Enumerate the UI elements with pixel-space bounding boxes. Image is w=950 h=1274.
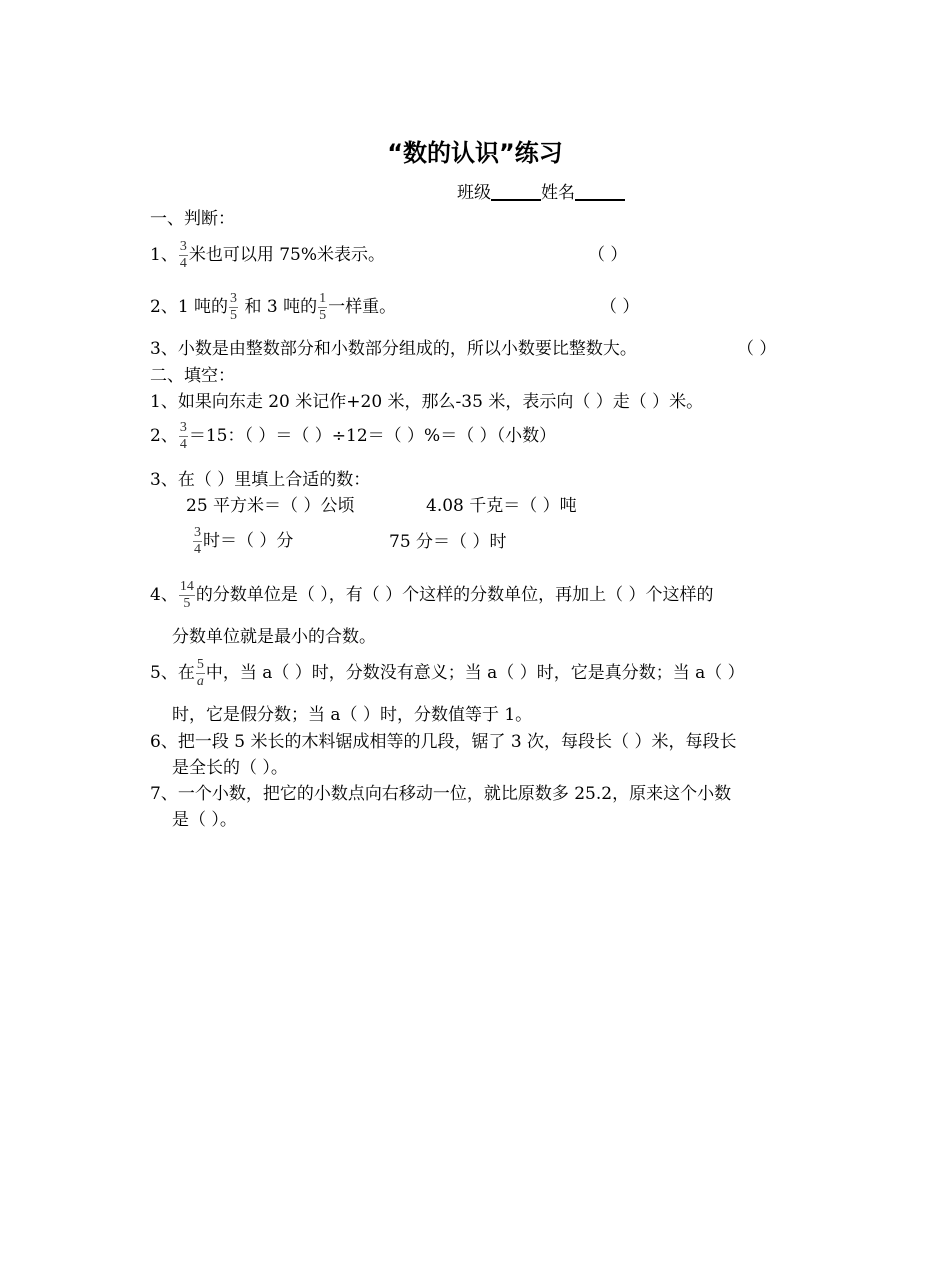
fill-q3-d: 75 分＝（ ）时 — [389, 532, 507, 552]
fill-q1: 1、如果向东走 20 米记作+20 米，那么-35 米，表示向（ ）走（ ）米。 — [150, 392, 704, 412]
q-text: 中，当 a（ ）时，分数没有意义；当 a（ ）时，它是真分数；当 a（ ） — [205, 663, 745, 683]
judge-q1 — [150, 237, 385, 273]
fill-q5 — [150, 653, 745, 693]
fill-q7-cont: 是（ ）。 — [172, 810, 237, 830]
judge-q3-paren[interactable]: （ ） — [737, 339, 777, 359]
section1-heading: 一、判断： — [150, 209, 235, 229]
denominator: 5 — [230, 308, 238, 323]
q-text: 和 3 吨的 — [239, 297, 318, 317]
denominator: 5 — [183, 596, 191, 611]
denominator: 4 — [179, 256, 187, 271]
q-text: 米也可以用 75%米表示。 — [188, 245, 386, 265]
fill-q4-cont: 分数单位就是最小的合数。 — [172, 627, 376, 647]
denominator: 5 — [319, 308, 327, 323]
fill-q6: 6、把一段 5 米长的木料锯成相等的几段，锯了 3 次，每段长（ ）米，每段长 — [150, 732, 737, 752]
numerator: 1 — [319, 291, 327, 306]
q-text: 一样重。 — [328, 297, 397, 317]
numerator: 3 — [230, 291, 238, 306]
fill-q6-cont: 是全长的（ ）。 — [172, 758, 288, 778]
fraction — [229, 291, 238, 324]
class-blank[interactable] — [491, 183, 541, 201]
judge-q3: 3、小数是由整数部分和小数部分组成的，所以小数要比整数大。 — [150, 339, 637, 359]
denominator: 4 — [179, 437, 187, 452]
class-name-line — [457, 182, 625, 204]
numerator: 3 — [179, 420, 187, 435]
numerator: 3 — [194, 525, 201, 540]
judge-q1-paren[interactable]: （ ） — [588, 245, 628, 265]
fill-q3: 3、在（ ）里填上合适的数： — [150, 470, 371, 490]
numerator: 5 — [196, 657, 204, 672]
q-text: 的分数单位是（ ），有（ ）个这样的分数单位，再加上（ ）个这样的 — [195, 585, 714, 605]
q-text: 时＝（ ）分 — [203, 531, 294, 551]
fill-q3-a: 25 平方米＝（ ）公顷 — [186, 496, 355, 516]
fill-q4 — [150, 575, 714, 615]
denominator: a — [196, 674, 204, 689]
class-label: 班级 — [457, 183, 491, 203]
q-text: 5、在 — [150, 663, 195, 683]
page-title: “数的认识”练习 — [387, 139, 563, 167]
denominator: 4 — [194, 542, 201, 557]
fraction — [318, 291, 327, 324]
judge-q2-paren[interactable]: （ ） — [600, 297, 640, 317]
numerator: 14 — [179, 579, 194, 594]
name-label: 姓名 — [541, 183, 575, 203]
fraction — [179, 579, 195, 612]
fraction — [179, 239, 188, 272]
q-text: ＝15：（ ）＝（ ）÷12＝（ ）%＝（ ）（小数） — [188, 426, 557, 446]
numerator: 3 — [179, 239, 187, 254]
judge-q2 — [150, 289, 396, 325]
q-number: 1、 — [150, 245, 178, 265]
fraction — [196, 657, 205, 690]
fill-q2 — [150, 418, 556, 454]
q-number: 4、 — [150, 585, 178, 605]
q-text: 2、1 吨的 — [150, 297, 229, 317]
fill-q3-b: 4.08 千克＝（ ）吨 — [426, 496, 577, 516]
fraction — [179, 420, 188, 453]
q-number: 2、 — [150, 426, 178, 446]
fill-q5-cont: 时，它是假分数；当 a（ ）时，分数值等于 1。 — [172, 705, 533, 725]
fraction — [193, 525, 202, 558]
fill-q7: 7、一个小数，把它的小数点向右移动一位，就比原数多 25.2，原来这个小数 — [150, 784, 732, 804]
section2-heading: 二、填空： — [150, 366, 235, 386]
name-blank[interactable] — [575, 183, 625, 201]
fill-q3-c — [192, 521, 293, 561]
